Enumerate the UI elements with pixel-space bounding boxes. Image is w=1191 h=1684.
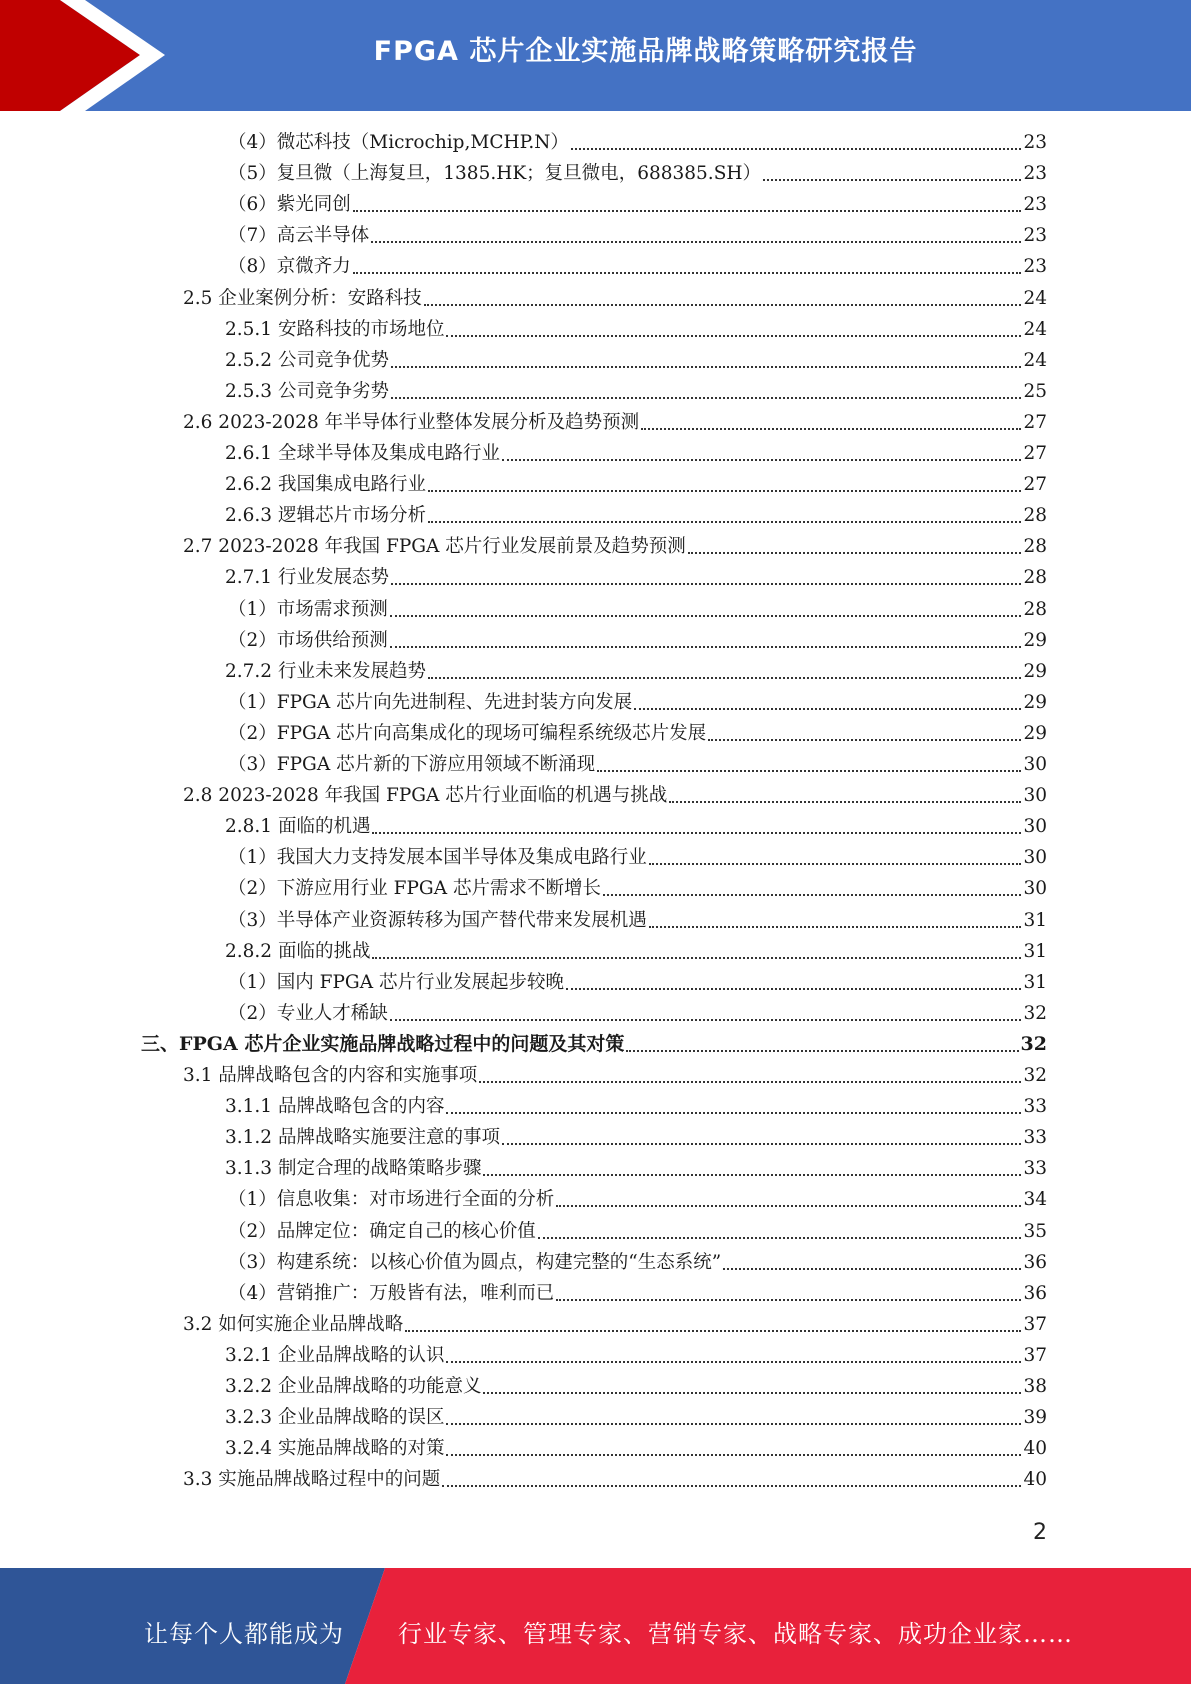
toc-dot-leader xyxy=(390,1018,1022,1021)
toc-dot-leader xyxy=(649,862,1022,865)
toc-dot-leader xyxy=(649,925,1022,928)
toc-entry-label: 2.5 企业案例分析：安路科技 xyxy=(183,287,422,309)
toc-entry-page: 24 xyxy=(1023,287,1047,309)
toc-entry-label: 3.2.1 企业品牌战略的认识 xyxy=(225,1344,445,1366)
toc-entry-page: 28 xyxy=(1023,598,1047,620)
toc-dot-leader xyxy=(538,1236,1022,1239)
toc-dot-leader xyxy=(626,1049,1018,1052)
toc-entry[interactable] xyxy=(228,842,1047,873)
toc-entry[interactable] xyxy=(183,1464,1047,1495)
toc-entry-label: 2.5.1 安路科技的市场地位 xyxy=(225,318,445,340)
toc-entry[interactable] xyxy=(228,189,1047,220)
toc-entry-page: 35 xyxy=(1023,1220,1047,1242)
toc-entry[interactable] xyxy=(228,718,1047,749)
toc-dot-leader xyxy=(483,1391,1021,1394)
toc-entry-page: 33 xyxy=(1023,1158,1047,1180)
toc-dot-leader xyxy=(390,645,1022,648)
toc-entry-page: 30 xyxy=(1023,816,1047,838)
toc-entry[interactable] xyxy=(228,1247,1047,1278)
toc-entry[interactable] xyxy=(225,1371,1047,1402)
toc-entry-page: 33 xyxy=(1023,1127,1047,1149)
toc-entry[interactable] xyxy=(225,1153,1047,1184)
toc-entry[interactable] xyxy=(228,625,1047,656)
toc-entry-page: 36 xyxy=(1023,1282,1047,1304)
toc-entry-page: 40 xyxy=(1023,1469,1047,1491)
toc-entry-page: 29 xyxy=(1023,722,1047,744)
toc-dot-leader xyxy=(391,396,1021,399)
toc-entry-label: （2）专业人才稀缺 xyxy=(228,1002,388,1024)
toc-entry[interactable] xyxy=(225,1340,1047,1371)
toc-dot-leader xyxy=(353,209,1022,212)
toc-entry-page: 23 xyxy=(1023,132,1047,153)
toc-entry[interactable] xyxy=(228,1184,1047,1215)
toc-entry[interactable] xyxy=(228,127,1047,158)
toc-entry-label: 3.2 如何实施企业品牌战略 xyxy=(183,1313,404,1335)
toc-entry-page: 29 xyxy=(1023,691,1047,713)
toc-dot-leader xyxy=(446,1422,1021,1425)
toc-entry-page: 24 xyxy=(1023,318,1047,340)
toc-entry-page: 30 xyxy=(1023,878,1047,900)
toc-dot-leader xyxy=(597,769,1021,772)
toc-entry[interactable] xyxy=(228,158,1047,189)
toc-entry[interactable] xyxy=(228,1278,1047,1309)
toc-entry-page: 30 xyxy=(1023,785,1047,807)
toc-entry-label: 2.7 2023-2028 年我国 FPGA 芯片行业发展前景及趋势预测 xyxy=(183,536,686,558)
toc-entry-label: （1）国内 FPGA 芯片行业发展起步较晚 xyxy=(228,971,564,993)
page-header xyxy=(0,0,1191,111)
toc-dot-leader xyxy=(669,800,1021,803)
toc-dot-leader xyxy=(424,303,1022,306)
toc-entry-page: 38 xyxy=(1023,1376,1047,1397)
toc-dot-leader xyxy=(502,458,1021,461)
toc-entry-page: 31 xyxy=(1023,909,1047,931)
footer-slogan-left: 让每个人都能成为 xyxy=(144,1620,344,1648)
toc-dot-leader xyxy=(634,707,1021,710)
toc-entry-label: 2.6 2023-2028 年半导体行业整体发展分析及趋势预测 xyxy=(183,411,640,433)
toc-entry-label: 2.8.2 面临的挑战 xyxy=(225,940,371,962)
toc-dot-leader xyxy=(353,271,1022,274)
toc-entry-label: 2.6.3 逻辑芯片市场分析 xyxy=(225,505,426,527)
toc-entry-page: 31 xyxy=(1023,940,1047,962)
toc-entry[interactable] xyxy=(225,314,1047,345)
toc-entry[interactable] xyxy=(225,345,1047,376)
toc-entry-page: 39 xyxy=(1023,1407,1047,1429)
toc-dot-leader xyxy=(446,1360,1021,1363)
toc-entry[interactable] xyxy=(225,936,1047,967)
toc-entry-label: 2.8.1 面临的机遇 xyxy=(225,816,371,838)
toc-dot-leader xyxy=(446,334,1021,337)
toc-entry-label: 2.6.1 全球半导体及集成电路行业 xyxy=(225,443,500,464)
toc-dot-leader xyxy=(479,1080,1021,1083)
toc-dot-leader xyxy=(571,147,1022,150)
report-title: FPGA 芯片企业实施品牌战略策略研究报告 xyxy=(373,36,918,67)
toc-entry-label: （8）京微齐力 xyxy=(228,256,351,278)
toc-entry[interactable] xyxy=(228,251,1047,282)
page-number: 2 xyxy=(1033,1520,1047,1545)
toc-dot-leader xyxy=(428,489,1021,492)
toc-entry[interactable] xyxy=(225,500,1047,531)
toc-entry-label: 3.1.3 制定合理的战略策略步骤 xyxy=(225,1158,482,1180)
toc-entry-page: 32 xyxy=(1023,1002,1047,1024)
toc-dot-leader xyxy=(405,1329,1021,1332)
toc-dot-leader xyxy=(603,893,1021,896)
toc-entry-page: 30 xyxy=(1023,754,1047,775)
toc-entry-label: 2.7.1 行业发展态势 xyxy=(225,567,389,589)
toc-dot-leader xyxy=(428,676,1021,679)
toc-entry-label: （4）营销推广：万般皆有法，唯利而已 xyxy=(228,1282,555,1304)
toc-entry[interactable] xyxy=(225,376,1047,407)
toc-entry[interactable] xyxy=(183,283,1047,314)
toc-dot-leader xyxy=(391,365,1021,368)
toc-entry[interactable] xyxy=(228,967,1047,998)
toc-entry[interactable] xyxy=(228,687,1047,718)
toc-entry-label: （3）构建系统：以核心价值为圆点，构建完整的“生态系统” xyxy=(228,1251,722,1273)
toc-entry-page: 25 xyxy=(1023,380,1047,402)
toc-entry-label: （3）FPGA 芯片新的下游应用领域不断涌现 xyxy=(228,754,596,775)
toc-dot-leader xyxy=(556,1204,1021,1207)
toc-entry[interactable] xyxy=(228,998,1047,1029)
toc-dot-leader xyxy=(556,1298,1021,1301)
toc-entry-label: 2.7.2 行业未来发展趋势 xyxy=(225,660,426,682)
toc-dot-leader xyxy=(708,738,1021,741)
toc-entry-page: 37 xyxy=(1023,1313,1047,1335)
toc-entry-page: 24 xyxy=(1023,349,1047,371)
toc-entry[interactable] xyxy=(183,531,1047,562)
toc-entry-label: 3.2.4 实施品牌战略的对策 xyxy=(225,1438,445,1460)
toc-dot-leader xyxy=(641,427,1021,430)
toc-entry-page: 37 xyxy=(1023,1344,1047,1366)
toc-entry-label: （2）品牌定位：确定自己的核心价值 xyxy=(228,1220,536,1242)
toc-entry-page: 27 xyxy=(1023,411,1047,433)
toc-entry-label: 2.6.2 我国集成电路行业 xyxy=(225,474,426,496)
toc-dot-leader xyxy=(763,178,1021,181)
toc-entry[interactable] xyxy=(225,469,1047,500)
toc-dot-leader xyxy=(391,582,1021,585)
toc-entry-page: 27 xyxy=(1023,474,1047,496)
toc-entry-label: （4）微芯科技（Microchip,MCHP.N） xyxy=(228,132,569,153)
toc-dot-leader xyxy=(371,240,1021,243)
toc-entry-label: 2.8 2023-2028 年我国 FPGA 芯片行业面临的机遇与挑战 xyxy=(183,785,668,807)
toc-entry[interactable] xyxy=(183,780,1047,811)
toc-entry[interactable] xyxy=(225,656,1047,687)
toc-dot-leader xyxy=(372,956,1021,959)
toc-entry[interactable] xyxy=(225,1091,1047,1122)
toc-entry-page: 33 xyxy=(1023,1096,1047,1118)
toc-entry[interactable] xyxy=(228,594,1047,625)
toc-entry-page: 31 xyxy=(1023,971,1047,993)
toc-entry-label: （2）FPGA 芯片向高集成化的现场可编程系统级芯片发展 xyxy=(228,722,707,744)
toc-entry-page: 23 xyxy=(1023,256,1047,278)
toc-entry-label: （1）我国大力支持发展本国半导体及集成电路行业 xyxy=(228,847,647,869)
toc-dot-leader xyxy=(502,1142,1021,1145)
toc-entry-label: 3.2.2 企业品牌战略的功能意义 xyxy=(225,1376,482,1397)
toc-entry-page: 27 xyxy=(1023,443,1047,464)
toc-entry-label: 三、FPGA 芯片企业实施品牌战略过程中的问题及其对策 xyxy=(141,1032,625,1055)
toc-entry-page: 29 xyxy=(1023,660,1047,682)
toc-entry[interactable] xyxy=(228,220,1047,251)
toc-entry-label: 3.1.2 品牌战略实施要注意的事项 xyxy=(225,1127,500,1149)
toc-dot-leader xyxy=(483,1173,1021,1176)
toc-dot-leader xyxy=(428,520,1021,523)
toc-dot-leader xyxy=(688,551,1022,554)
toc-entry-page: 28 xyxy=(1023,536,1047,558)
footer-slogan-right: 行业专家、管理专家、营销专家、战略专家、成功企业家…… xyxy=(398,1620,1073,1648)
toc-entry[interactable] xyxy=(228,1216,1047,1247)
toc-entry[interactable] xyxy=(183,1060,1047,1091)
toc-entry[interactable] xyxy=(225,438,1047,469)
toc-entry-page: 29 xyxy=(1023,629,1047,651)
toc-entry[interactable] xyxy=(225,562,1047,593)
toc-entry[interactable] xyxy=(225,811,1047,842)
toc-entry-label: （1）FPGA 芯片向先进制程、先进封装方向发展 xyxy=(228,691,633,713)
toc-dot-leader xyxy=(446,1111,1021,1114)
toc-entry-label: （2）市场供给预测 xyxy=(228,629,388,651)
toc-entry-label: （6）紫光同创 xyxy=(228,194,351,216)
toc-entry-label: （7）高云半导体 xyxy=(228,225,370,247)
toc-entry-page: 30 xyxy=(1023,847,1047,869)
toc-dot-leader xyxy=(442,1484,1021,1487)
toc-entry-page: 23 xyxy=(1023,163,1047,185)
toc-entry[interactable] xyxy=(228,873,1047,904)
toc-entry-page: 34 xyxy=(1023,1189,1047,1211)
toc-entry-label: （3）半导体产业资源转移为国产替代带来发展机遇 xyxy=(228,909,647,931)
toc-entry-page: 28 xyxy=(1023,567,1047,589)
toc-entry-page: 28 xyxy=(1023,505,1047,527)
toc-entry[interactable] xyxy=(225,1402,1047,1433)
toc-dot-leader xyxy=(446,1453,1021,1456)
toc-entry[interactable] xyxy=(225,1433,1047,1464)
toc-entry-label: 3.1 品牌战略包含的内容和实施事项 xyxy=(183,1065,478,1086)
toc-dot-leader xyxy=(723,1267,1021,1270)
toc-entry-label: （2）下游应用行业 FPGA 芯片需求不断增长 xyxy=(228,878,601,900)
toc-entry[interactable] xyxy=(225,1122,1047,1153)
toc-entry-page: 32 xyxy=(1020,1032,1047,1055)
toc-entry-page: 23 xyxy=(1023,194,1047,216)
toc-entry-page: 40 xyxy=(1023,1438,1047,1460)
toc-dot-leader xyxy=(566,987,1021,990)
toc-entry-label: 2.5.2 公司竞争优势 xyxy=(225,349,389,371)
toc-entry[interactable] xyxy=(141,1029,1047,1060)
toc-entry-label: 3.1.1 品牌战略包含的内容 xyxy=(225,1096,445,1118)
toc-entry-label: （1）市场需求预测 xyxy=(228,598,388,620)
toc-entry[interactable] xyxy=(228,905,1047,936)
toc-entry-page: 23 xyxy=(1023,225,1047,247)
toc-dot-leader xyxy=(372,831,1021,834)
toc-entry[interactable] xyxy=(228,749,1047,780)
page-footer xyxy=(0,1568,1191,1684)
toc-dot-leader xyxy=(390,614,1022,617)
toc-entry-label: 3.3 实施品牌战略过程中的问题 xyxy=(183,1469,441,1491)
toc-entry-label: （5）复旦微（上海复旦，1385.HK；复旦微电，688385.SH） xyxy=(228,163,761,185)
toc-entry-page: 36 xyxy=(1023,1251,1047,1273)
toc-entry-label: 3.2.3 企业品牌战略的误区 xyxy=(225,1407,445,1429)
toc-entry[interactable] xyxy=(183,407,1047,438)
toc-entry-label: 2.5.3 公司竞争劣势 xyxy=(225,380,389,402)
toc-entry-page: 32 xyxy=(1023,1065,1047,1086)
toc-entry-label: （1）信息收集：对市场进行全面的分析 xyxy=(228,1189,555,1211)
toc-entry[interactable] xyxy=(183,1309,1047,1340)
